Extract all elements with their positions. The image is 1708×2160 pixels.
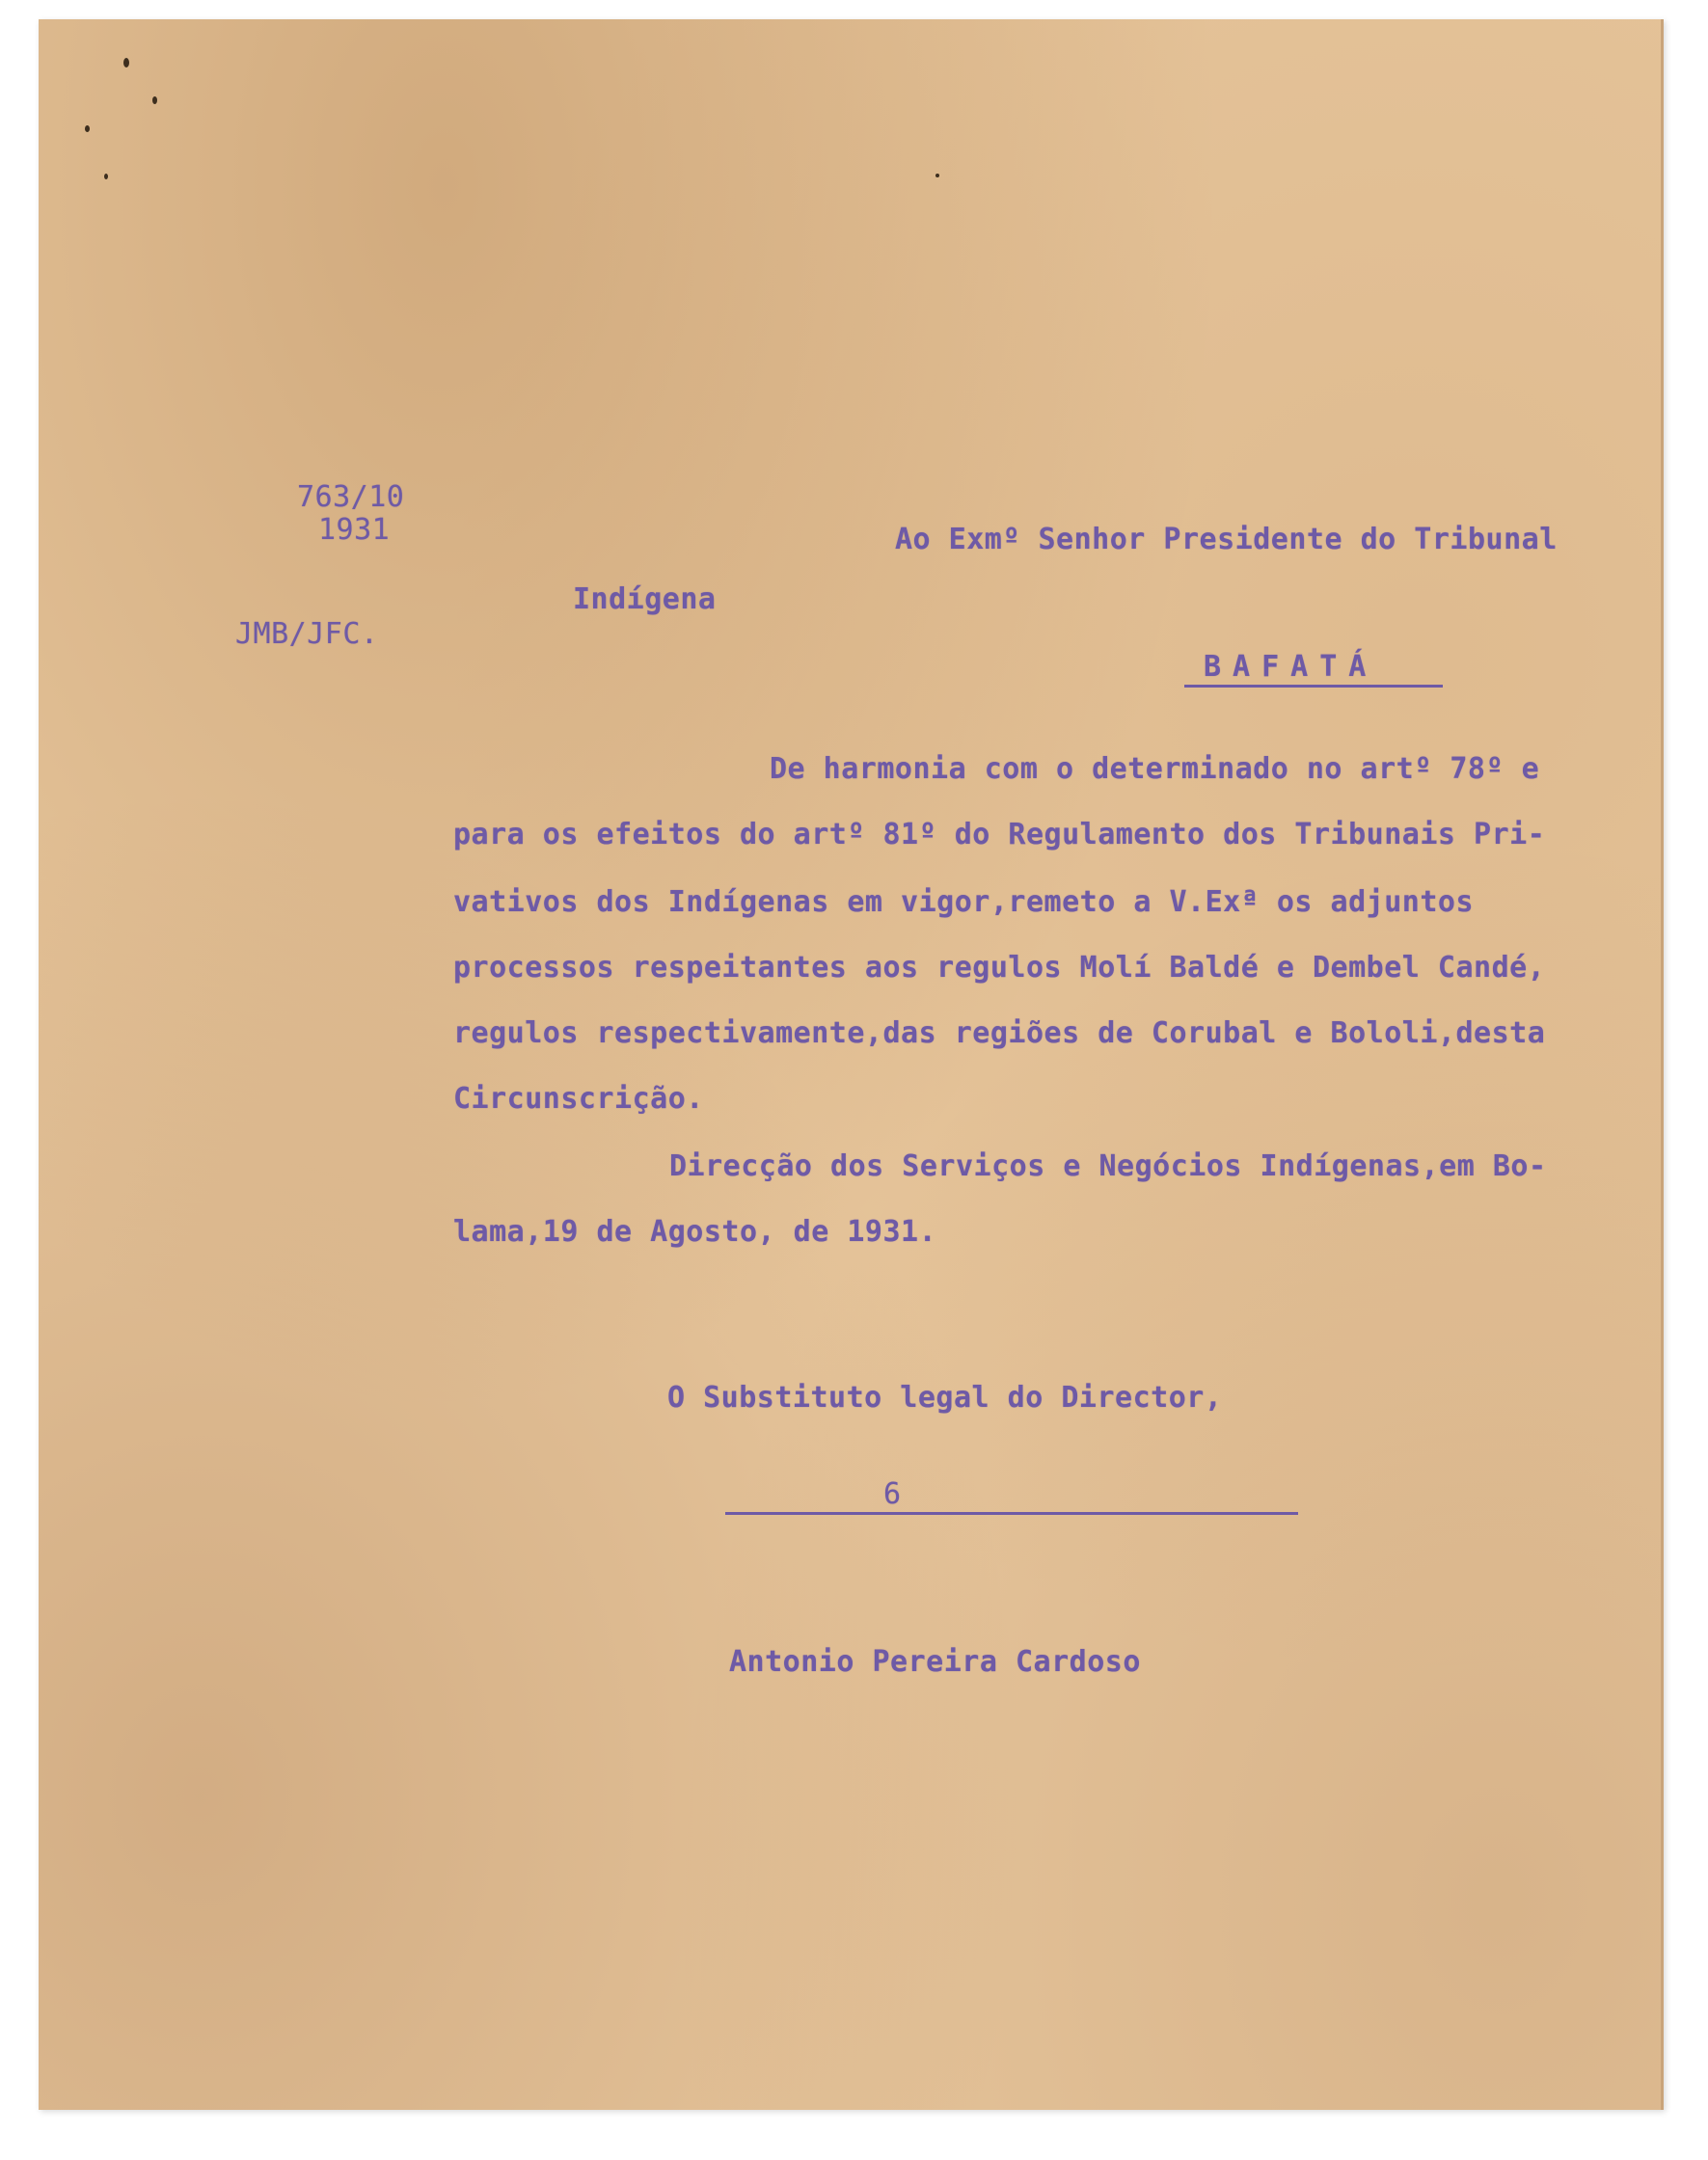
- body-line-4: processos respeitantes aos regulos Molí Baldé e Dembel Candé,: [453, 951, 1546, 985]
- reference-number: 763/10: [297, 480, 405, 514]
- body-line-6: Circunscrição.: [453, 1082, 704, 1116]
- body-line-1: De harmonia com o determinado no artº 78º e: [770, 752, 1540, 786]
- ink-speck: [152, 96, 157, 104]
- body-line-3: vativos dos Indígenas em vigor,remeto a V.Exª os adjuntos: [453, 885, 1475, 919]
- addressee-line-1: Ao Exmº Senhor Presidente do Tribunal: [895, 523, 1558, 556]
- body-line-2: para os efeitos do artº 81º do Regulamento dos Tribunais Pri-: [453, 818, 1546, 851]
- signature-line: [725, 1512, 1298, 1515]
- addressee-city: BAFATÁ: [1204, 650, 1378, 684]
- ink-speck: [104, 174, 108, 179]
- ink-speck: [935, 174, 939, 177]
- ink-speck: [123, 58, 129, 68]
- addressee-line-2: Indígena: [573, 582, 717, 616]
- signature-mark: 6: [883, 1477, 902, 1511]
- signature-title: O Substituto legal do Director,: [667, 1381, 1223, 1415]
- reference-year: 1931: [318, 513, 391, 547]
- document-page: [39, 19, 1664, 2110]
- closing-line-1: Direcção dos Serviços e Negócios Indígenas,em Bo-: [669, 1149, 1547, 1183]
- signatory-name: Antonio Pereira Cardoso: [729, 1645, 1141, 1679]
- closing-line-2: lama,19 de Agosto, de 1931.: [453, 1215, 937, 1249]
- body-line-5: regulos respectivamente,das regiões de Corubal e Bololi,desta: [453, 1016, 1546, 1050]
- reference-initials: JMB/JFC.: [235, 617, 379, 651]
- ink-speck: [85, 125, 90, 132]
- city-underline: [1184, 685, 1443, 688]
